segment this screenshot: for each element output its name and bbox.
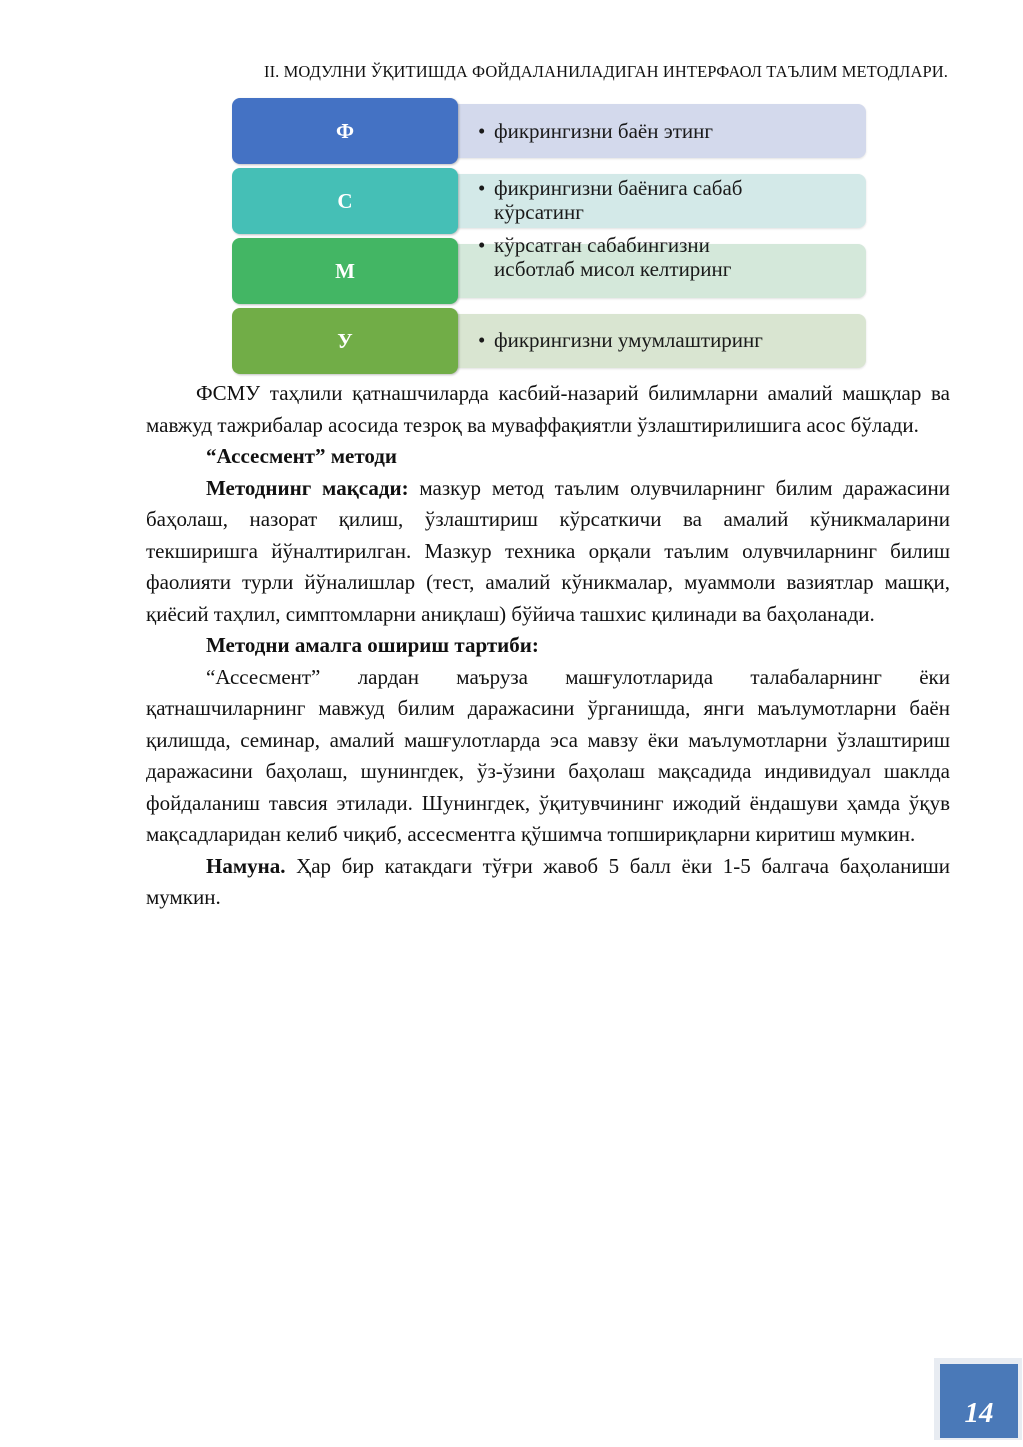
procedure-label: Методни амалга ошириш тартиби: [206, 633, 539, 657]
page-number-box [934, 1358, 1022, 1440]
fsmu-item-line: фикрингизни умумлаштиринг [494, 328, 763, 352]
heading-text: “Ассесмент” методи [206, 444, 398, 468]
fsmu-letter: У [232, 308, 458, 374]
bullet-icon: • [478, 119, 486, 143]
fsmu-diagram [232, 98, 868, 374]
fsmu-item-line: фикрингизни баёнига сабаб [494, 176, 743, 200]
fsmu-item-line: кўрсатган сабабингизни [494, 233, 710, 257]
paragraph-procedure: “Ассесмент” лардан маъруза машғулотларида талабаларнинг ёки қатнашчиларнинг мавжуд билим даражасини ўрганишда, янги маълумотларни баён қилишда, семинар, амалий машғулотларда эса мавзу ёки маълумотларни ўзлаштириш даражасини баҳолаш, шунингдек, ўз-ўзини баҳолаш мақсадида индивидуал шаклда фойдаланиш тавсия этилади. Шунингдек, ўқитувчининг ижодий ёндашуви ҳамда ўқув мақсадларидан келиб чиқиб, ассесментга қўшимча топшириқларни киритиш мумкин. [146, 664, 950, 846]
fsmu-letter: С [232, 168, 458, 234]
bullet-icon: • [478, 328, 486, 352]
fsmu-row-m [232, 233, 868, 304]
sample-label: Намуна. [206, 853, 286, 878]
goal-label: Методнинг мақсади: [206, 475, 409, 500]
paragraph-sample [146, 851, 950, 914]
fsmu-letter: М [232, 238, 458, 304]
page-header: II. МОДУЛНИ ЎҚИТИШДА ФОЙДАЛАНИЛАДИГАН ИНТЕРФАОЛ ТАЪЛИМ МЕТОДЛАРИ. [263, 62, 948, 81]
fsmu-item-text [478, 233, 854, 281]
fsmu-item-line: кўрсатинг [494, 200, 584, 224]
paragraph-goal [146, 473, 950, 631]
fsmu-item-line: фикрингизни баён этинг [494, 119, 713, 143]
fsmu-item-text [478, 119, 854, 143]
page-number: 14 [940, 1364, 1018, 1438]
fsmu-letter: Ф [232, 98, 458, 164]
section-heading-procedure [146, 630, 950, 662]
fsmu-item-text [478, 176, 854, 224]
fsmu-item-line: исботлаб мисол келтиринг [494, 257, 732, 281]
fsmu-item-text [478, 328, 854, 352]
goal-text: мазкур метод таълим олувчиларнинг билим даражасини баҳолаш, назорат қилиш, ўзлаштириш кўрсаткичи ва амалий кўникмаларини текширишга йўналтирилган. Мазкур техника орқали таълим олувчиларнинг билиш фаолияти турли йўналишлар (тест, амалий кўникмалар, муаммоли вазиятлар машқи, қиёсий таҳлил, симптомларни аниқлаш) бўйича ташхис қилинади ва баҳоланади. [146, 475, 950, 626]
fsmu-row-u [232, 308, 868, 374]
fsmu-row-s [232, 168, 868, 234]
section-heading-assessment [146, 441, 950, 473]
sample-text: Ҳар бир катакдаги тўғри жавоб 5 балл ёки 1-5 балгача баҳоланиши мумкин. [146, 853, 950, 909]
paragraph-fsmu-summary: ФСМУ таҳлили қатнашчиларда касбий-назарий билимларни амалий машқлар ва мавжуд тажрибалар асосида тезроқ ва муваффақиятли ўзлаштирилишига асос бўлади. [146, 381, 950, 437]
bullet-icon: • [478, 233, 486, 257]
fsmu-row-f [232, 98, 868, 164]
body-text [146, 378, 950, 914]
bullet-icon: • [478, 176, 486, 200]
